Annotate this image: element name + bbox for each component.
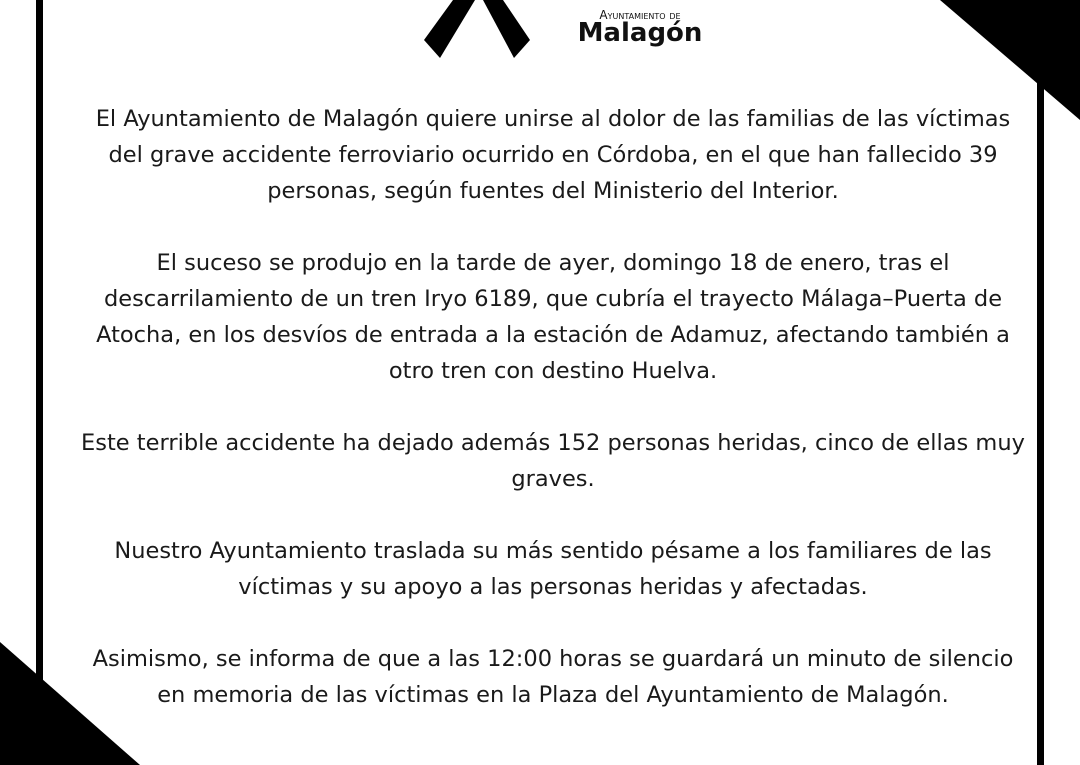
logo-emblem-icon: [611, 0, 657, 6]
paragraph-condolence: El Ayuntamiento de Malagón quiere unirse al dolor de las familias de las víctimas del grave accidente ferroviario ocurrido en Córdoba, en el que han fallecido 39 personas, según fuentes del Ministerio del Interior.: [95, 106, 1011, 204]
mourning-ribbon-icon: [420, 0, 535, 62]
notice-body: [80, 101, 1026, 713]
paragraph-minute-of-silence: Asimismo, se informa de que a las 12:00 horas se guardará un minuto de silencio en memoria de las víctimas en la Plaza del Ayuntamiento de Malagón.: [92, 646, 1014, 708]
municipality-logo: [572, 0, 708, 56]
logo-text-malagon: Malagón: [577, 18, 703, 48]
paragraph-injured: Este terrible accidente ha dejado además 152 personas heridas, cinco de ellas muy graves.: [81, 430, 1025, 492]
paragraph-sympathy: Nuestro Ayuntamiento traslada su más sentido pésame a los familiares de las víctimas y su apoyo a las personas heridas y afectadas.: [114, 538, 992, 600]
logo-text-ayuntamiento: Ayuntamiento de: [599, 8, 681, 22]
paragraph-event-details: El suceso se produjo en la tarde de ayer, domingo 18 de enero, tras el descarrilamiento de un tren Iryo 6189, que cubría el trayecto Málaga–Puerta de Atocha, en los desvíos de entrada a la estación de Adamuz, afectando también a otro tren con destino Huelva.: [96, 250, 1010, 384]
